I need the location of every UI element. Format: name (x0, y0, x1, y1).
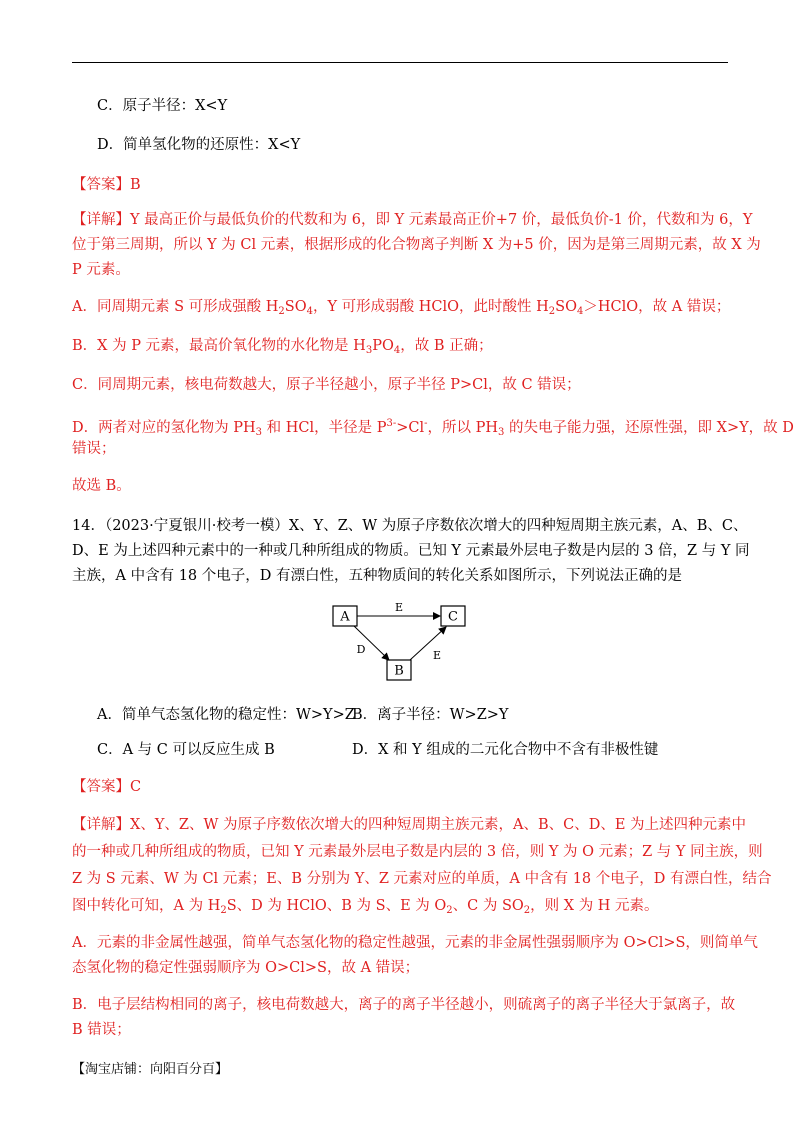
q13-conclusion: 故选 B。 (72, 478, 131, 494)
q14-stem-line2: D、E 为上述四种元素中的一种或几种所组成的物质。已知 Y 元素最外层电子数是内层的 3 倍，Z 与 Y 同 (72, 543, 750, 559)
q14-stem-line3: 主族，A 中含有 18 个电子，D 有漂白性，五种物质间的转化关系如图所示，下列说法正确的是 (72, 568, 682, 584)
q14-stem-line1: 14．（2023·宁夏银川·校考一模）X、Y、Z、W 为原子序数依次增大的四种短周期主族元素，A、B、C、 (72, 518, 748, 534)
q13-detail-line1: 【详解】Y 最高正价与最低负价的代数和为 6，即 Y 元素最高正价+7 价，最低负价-1 价，代数和为 6，Y (72, 212, 753, 228)
q14-detail-line4: 图中转化可知，A 为 $H_2S$、D 为 HClO、B 为 S、E 为 $O_2$、C 为 $SO_2$，则 X 为 H 元素。 (72, 898, 659, 916)
shop-footer: 【淘宝店铺：向阳百分百】 (72, 1062, 229, 1077)
node-a-label: A (340, 609, 350, 625)
edge-ab-label: D (356, 643, 366, 656)
node-c-label: C (448, 609, 458, 625)
q14-analysis-a-line1: A．元素的非金属性越强，简单气态氢化物的稳定性越强，元素的非金属性强弱顺序为 O>Cl>S，则简单气 (72, 935, 758, 951)
q13-analysis-c: C．同周期元素，核电荷数越大，原子半径越小，原子半径 P>Cl，故 C 错误； (72, 377, 581, 393)
q13-analysis-d-cont: 错误； (72, 441, 116, 457)
q13-option-c: C．原子半径：X<Y (97, 98, 228, 114)
q13-detail-line3: P 元素。 (72, 262, 130, 278)
header-rule (72, 62, 728, 63)
q13-analysis-d: D．两者对应的氢化物为 $PH_3$ 和 HCl，半径是 $P^{3-}>Cl^-$，所以 $PH_3$ 的失电子能力强，还原性强，即 X>Y，故 D (72, 418, 794, 438)
node-b-label: B (394, 663, 404, 679)
edge-ac-label: E (394, 601, 404, 614)
q14-option-b: B．离子半径：W>Z>Y (352, 707, 509, 723)
q14-answer: 【答案】C (72, 779, 142, 795)
q14-analysis-a-line2: 态氢化物的稳定性强弱顺序为 O>Cl>S，故 A 错误； (72, 960, 420, 976)
q13-analysis-a: A．同周期元素 S 可形成强酸 $H_2SO_4$，Y 可形成弱酸 HClO，此时酸性 $H_2SO_4>HClO$，故 A 错误； (72, 299, 731, 317)
q14-detail-line3: Z 为 S 元素、W 为 Cl 元素；E、B 分别为 Y、Z 元素对应的单质，A 中含有 18 个电子，D 有漂白性，结合 (72, 871, 772, 887)
edge-bc-label: E (432, 649, 442, 662)
q14-option-d: D．X 和 Y 组成的二元化合物中不含有非极性键 (352, 742, 659, 758)
q13-detail-line2: 位于第三周期，所以 Y 为 Cl 元素，根据形成的化合物离子判断 X 为+5 价，因为是第三周期元素，故 X 为 (72, 237, 761, 253)
q14-analysis-b-line2: B 错误； (72, 1022, 131, 1038)
q13-option-d: D．简单氢化物的还原性：X<Y (97, 137, 301, 153)
q14-option-c: C．A 与 C 可以反应生成 B (97, 742, 275, 758)
q14-option-a: A．简单气态氢化物的稳定性：W>Y>Z (97, 707, 355, 723)
q14-detail-line2: 的一种或几种所组成的物质，已知 Y 元素最外层电子数是内层的 3 倍，则 Y 为 O 元素；Z 与 Y 同主族，则 (72, 844, 763, 860)
q14-detail-line1: 【详解】X、Y、Z、W 为原子序数依次增大的四种短周期主族元素，A、B、C、D、E 为上述四种元素中 (72, 817, 747, 833)
conversion-diagram (324, 598, 474, 688)
q13-answer: 【答案】B (72, 177, 141, 193)
q13-analysis-b: B．X 为 P 元素，最高价氧化物的水化物是 $H_3PO_4$，故 B 正确； (72, 338, 493, 356)
q14-analysis-b-line1: B．电子层结构相同的离子，核电荷数越大，离子的离子半径越小，则硫离子的离子半径大于氯离子，故 (72, 997, 736, 1013)
